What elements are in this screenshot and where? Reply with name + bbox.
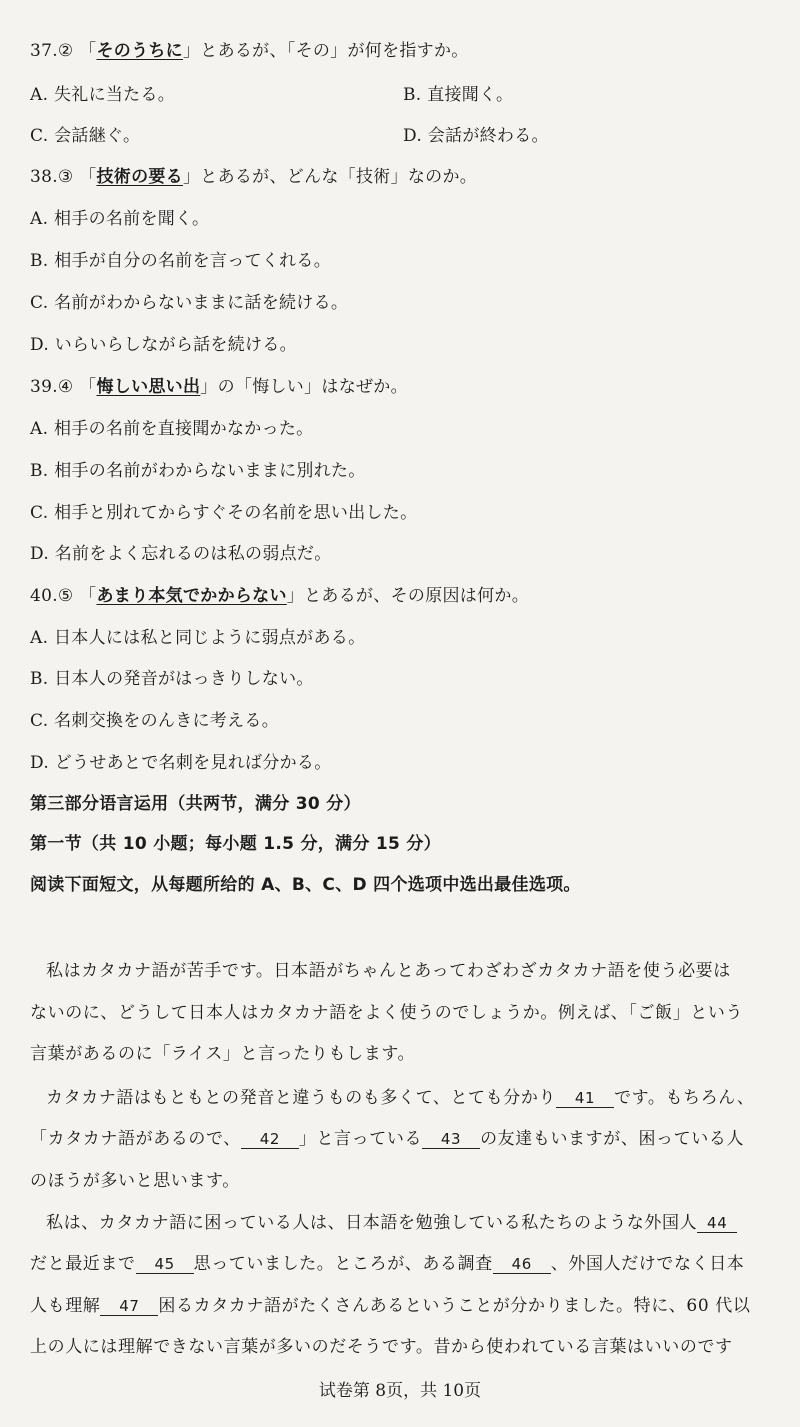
section-heading-subsection-1: 第一节（共 10 小题；每小题 1.5 分，满分 15 分） xyxy=(30,834,441,854)
blank-41: 41 xyxy=(556,1089,614,1108)
question-37-option-d: D. 会話が終わる。 xyxy=(403,126,549,146)
question-37-number: 37.② 「 xyxy=(30,41,97,61)
passage-line xyxy=(30,1128,776,1150)
question-38-stem xyxy=(30,166,776,188)
passage-line: のほうが多いと思います。 xyxy=(30,1171,240,1191)
question-38-text: 」とあるが、どんな「技術」なのか。 xyxy=(182,167,478,187)
passage-line: 私はカタカナ語が苦手です。日本語がちゃんとあってわざわざカタカナ語を使う必要は xyxy=(46,961,731,981)
question-38-quote: 技術の要る xyxy=(96,167,183,187)
page-footer: 试卷第 8页，共 10页 xyxy=(318,1381,482,1401)
passage-text: です。もちろん、 xyxy=(614,1088,755,1108)
question-40-option-b: B. 日本人の発音がはっきりしない。 xyxy=(30,669,314,689)
blank-44: 44 xyxy=(697,1214,737,1233)
question-37-quote: そのうちに xyxy=(96,41,183,61)
blank-43: 43 xyxy=(422,1130,480,1149)
question-39-text: 」の「悔しい」はなぜか。 xyxy=(200,377,408,397)
question-37-stem xyxy=(30,40,776,62)
question-39-option-c: C. 相手と別れてからすぐその名前を思い出した。 xyxy=(30,503,418,523)
question-37-options-row-1 xyxy=(30,84,776,106)
question-40-option-d: D. どうせあとで名刺を見れば分かる。 xyxy=(30,753,332,773)
passage-line xyxy=(30,1295,776,1317)
passage-text: 私は、カタカナ語に困っている人は、日本語を勉強している私たちのような外国人 xyxy=(46,1213,698,1233)
passage-text: カタカナ語はもともとの発音と違うものも多くて、とても分かり xyxy=(46,1088,557,1108)
question-40-text: 」とあるが、その原因は何か。 xyxy=(286,586,529,606)
question-37-option-b: B. 直接聞く。 xyxy=(403,85,514,105)
question-37-option-a: A. 失礼に当たる。 xyxy=(30,85,176,105)
question-38-number: 38.③ 「 xyxy=(30,167,97,187)
question-39-option-d: D. 名前をよく忘れるのは私の弱点だ。 xyxy=(30,544,332,564)
question-39-quote: 悔しい思い出 xyxy=(96,377,201,397)
passage-text: 人も理解 xyxy=(30,1296,101,1316)
passage-text: 思っていました。ところが、ある調査 xyxy=(193,1254,493,1274)
blank-47: 47 xyxy=(100,1297,158,1316)
question-38-option-d: D. いらいらしながら話を続ける。 xyxy=(30,335,297,355)
passage-text: 「カタカナ語があるので、 xyxy=(30,1129,241,1149)
question-40-number: 40.⑤ 「 xyxy=(30,586,97,606)
question-40-option-c: C. 名刺交換をのんきに考える。 xyxy=(30,711,280,731)
question-40-stem xyxy=(30,585,776,607)
blank-42: 42 xyxy=(241,1130,299,1149)
question-40-option-a: A. 日本人には私と同じように弱点がある。 xyxy=(30,628,366,648)
passage-line: 上の人には理解できない言葉が多いのだそうです。昔から使われている言葉はいいのです xyxy=(30,1337,733,1357)
question-38-option-a: A. 相手の名前を聞く。 xyxy=(30,209,210,229)
question-39-stem xyxy=(30,376,776,398)
passage-text: 困るカタカナ語がたくさんあるということが分かりました。特に、60 代以 xyxy=(158,1296,751,1316)
passage-line xyxy=(46,1212,776,1234)
passage-text: の友達もいますが、困っている人 xyxy=(480,1129,745,1149)
passage-text: だと最近まで xyxy=(30,1254,136,1274)
question-40-quote: あまり本気でかからない xyxy=(96,586,287,606)
blank-46: 46 xyxy=(493,1255,551,1274)
section-heading-part-3: 第三部分语言运用（共两节，满分 30 分） xyxy=(30,794,361,814)
passage-line xyxy=(30,1253,776,1275)
question-37-option-c: C. 会話継ぐ。 xyxy=(30,126,141,146)
passage-text: 」と言っている xyxy=(298,1129,423,1149)
passage-line: ないのに、どうして日本人はカタカナ語をよく使うのでしょうか。例えば、「ご飯」という xyxy=(30,1003,744,1023)
question-39-number: 39.④ 「 xyxy=(30,377,97,397)
question-39-option-b: B. 相手の名前がわからないままに別れた。 xyxy=(30,461,366,481)
question-39-option-a: A. 相手の名前を直接聞かなかった。 xyxy=(30,419,314,439)
section-instruction: 阅读下面短文，从每题所给的 A、B、C、D 四个选项中选出最佳选项。 xyxy=(30,875,581,895)
question-37-options-row-2 xyxy=(30,125,776,147)
question-38-option-b: B. 相手が自分の名前を言ってくれる。 xyxy=(30,251,331,271)
passage-text: 、外国人だけでなく日本 xyxy=(550,1254,745,1274)
question-37-text: 」とあるが、「その」が何を指すか。 xyxy=(182,41,469,61)
blank-45: 45 xyxy=(136,1255,194,1274)
question-38-option-c: C. 名前がわからないままに話を続ける。 xyxy=(30,293,349,313)
passage-line: 言葉があるのに「ライス」と言ったりもします。 xyxy=(30,1044,416,1064)
passage-line xyxy=(46,1087,776,1109)
